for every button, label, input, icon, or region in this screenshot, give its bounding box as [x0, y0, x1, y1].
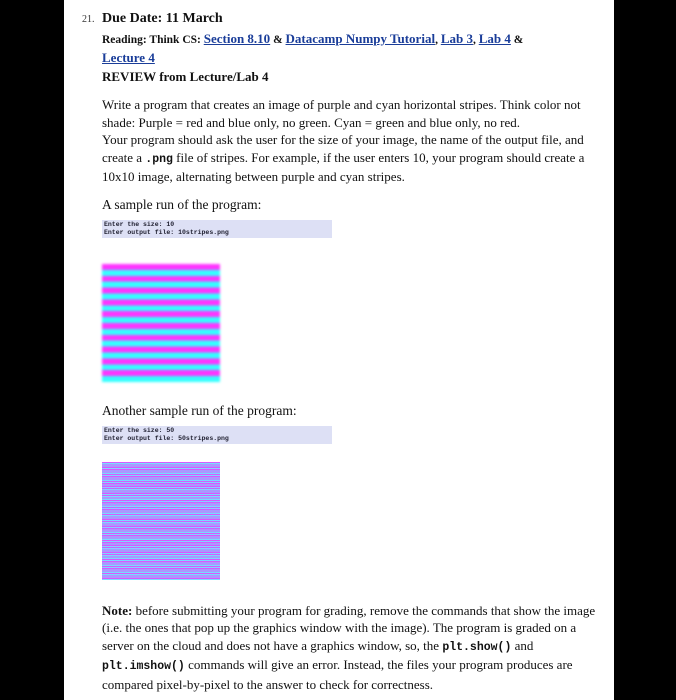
note-paragraph [102, 602, 602, 694]
reading-sep-4: & [513, 34, 524, 46]
reading-sep-2: , [435, 34, 438, 46]
sample-run-label: A sample run of the program: [102, 196, 262, 212]
another-sample-run-console [102, 426, 332, 444]
reading-label: Reading: Think CS: [102, 34, 201, 46]
console-line: Enter output file: 10stripes.png [104, 228, 229, 236]
reading-sep-3: , [472, 34, 476, 46]
due-date: Due Date: 11 March [102, 11, 223, 26]
plt-show-code: plt.show() [442, 640, 512, 654]
console-line: Enter the size: 50 [104, 426, 175, 434]
link-datacamp-numpy-tutorial[interactable]: Datacamp Numpy Tutorial [285, 31, 436, 46]
document-page [64, 0, 614, 700]
reading-sep-1: & [273, 34, 283, 46]
another-sample-run-label: Another sample run of the program: [102, 402, 297, 418]
stripes-image-50 [102, 462, 220, 580]
note-text-1: before submitting your program for grading, remove the commands that show the image (i.e. the ones that pop up the graphics window with the image). The program is graded on a server on the cloud and does not have a graphics window, so, the [102, 602, 596, 653]
stripes-image-10 [102, 264, 220, 382]
instructions-text-after: file of stripes. For example, if the user enters 10, your program should create a 10x10 image, alternating between purple and cyan stripes. [102, 149, 585, 184]
paragraph-intro: Write a program that creates an image of purple and cyan horizontal stripes. Think color not shade: Purple = red and blue only, no green. Cyan = green and blue only, no red. [102, 97, 581, 130]
sample-run-console [102, 220, 332, 238]
link-lab-4[interactable]: Lab 4 [478, 31, 511, 46]
link-lecture-4[interactable]: Lecture 4 [102, 50, 155, 65]
link-lab-3[interactable]: Lab 3 [440, 31, 473, 46]
console-line: Enter the size: 10 [104, 220, 175, 228]
console-line: Enter output file: 50stripes.png [104, 434, 229, 442]
png-code: .png [145, 152, 173, 166]
review-heading: REVIEW from Lecture/Lab 4 [102, 69, 269, 84]
note-and: and [514, 637, 534, 653]
note-label: Note: [102, 602, 133, 618]
question-number: 21. [82, 14, 95, 25]
instructions-text-before: Your program should ask the user for the size of your image, the name of the output file, and create a [102, 132, 584, 165]
plt-imshow-code: plt.imshow() [102, 660, 185, 673]
reading-line [102, 30, 602, 68]
paragraph-instructions [102, 131, 602, 186]
note-text-2: commands will give an error. Instead, the files your program produces are compared pixel-by-pixel to the answer to check for correctness. [102, 657, 573, 692]
link-section-8-10[interactable]: Section 8.10 [203, 31, 271, 46]
question-content [102, 10, 602, 693]
